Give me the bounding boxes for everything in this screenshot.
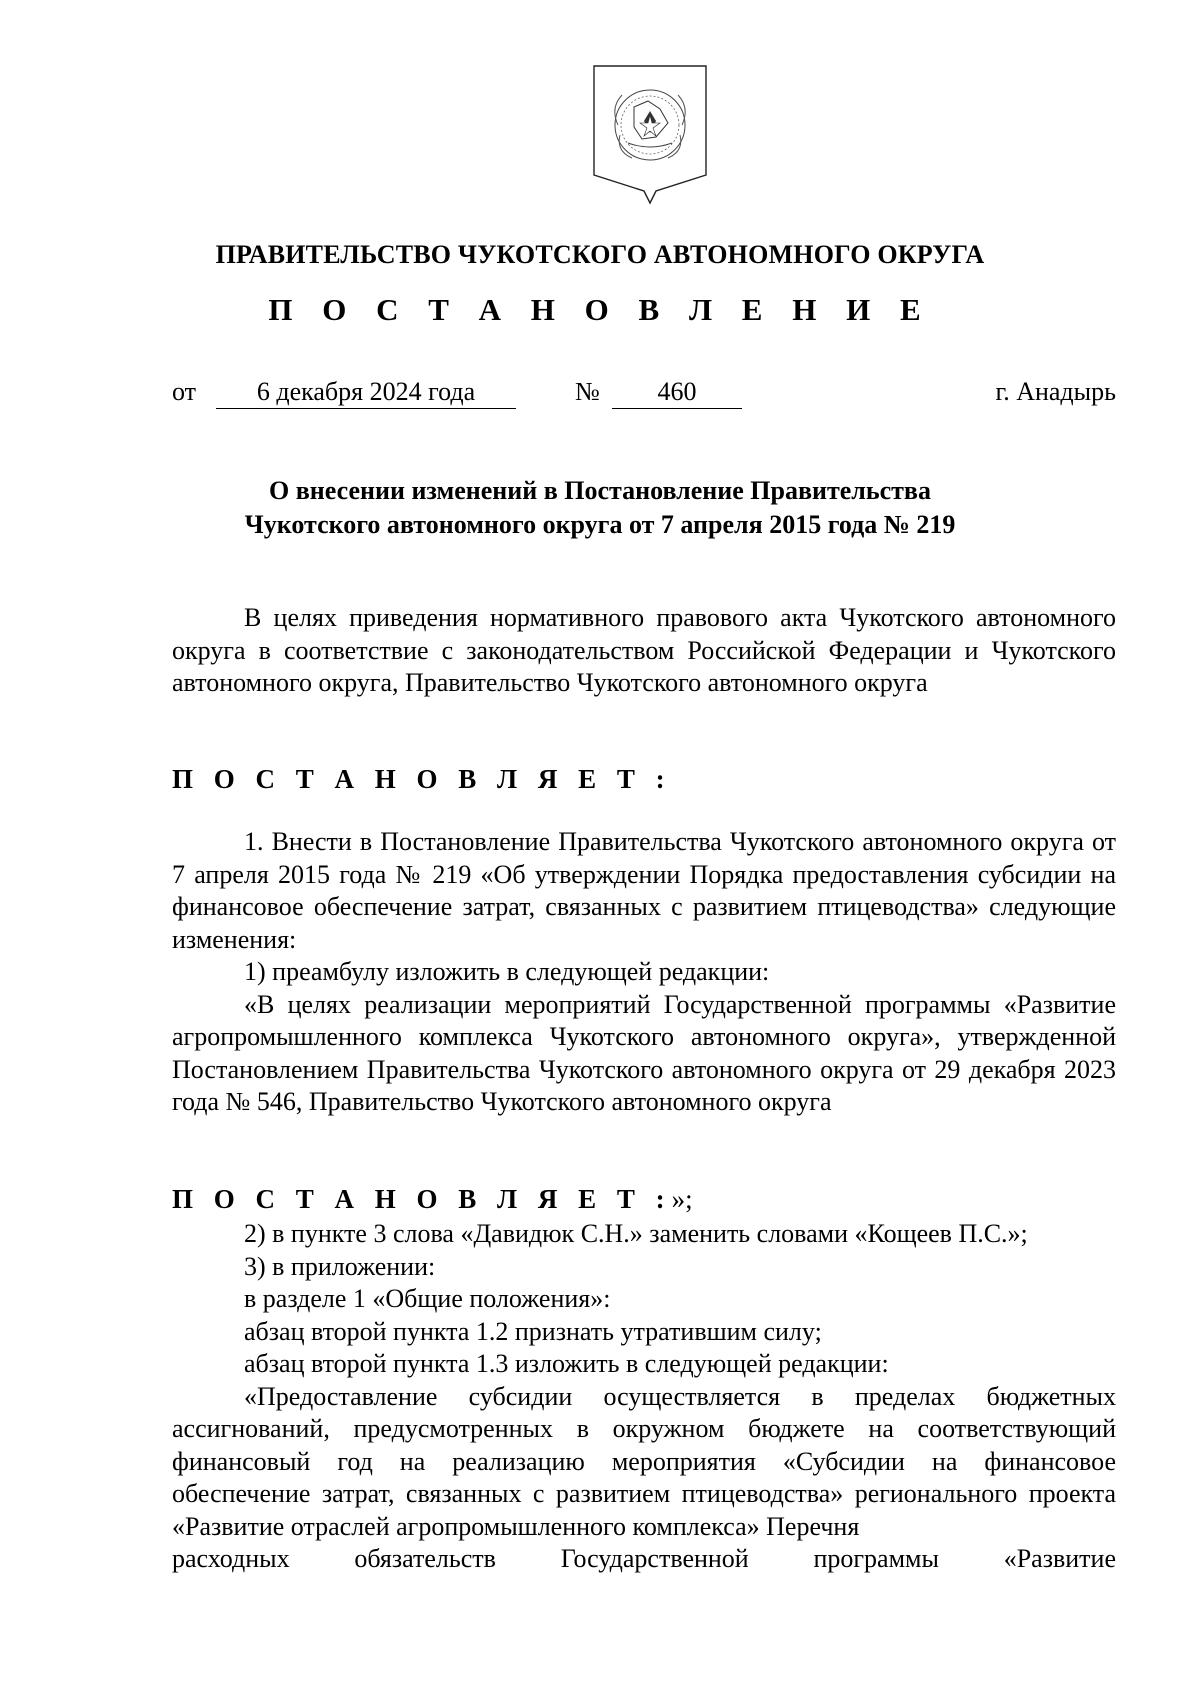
title-line-1: О внесении изменений в Постановление Правительства bbox=[269, 476, 931, 505]
document-date: 6 декабря 2024 года bbox=[216, 377, 516, 409]
item-1-1-quote: «В целях реализации мероприятий Государственной программы «Развитие агропромышленного комплекса Чукотского автономного округа», утвержденной Постановлением Правительства Чукотского автономного округа от 29 декабря 2023 года № 546, Правительство Чукотского автономного округа bbox=[172, 989, 1116, 1116]
date-prefix: от bbox=[172, 377, 197, 406]
item-3-quote: «Предоставление субсидии осуществляется в пределах бюджетных ассигнований, предусмотренных в окружном бюджете на соответствующий финансовый год на реализацию мероприятия «Субсидии на финансовое обеспечение затрат, связанных с развитием птицеводства» регионального проекта «Развитие отраслей агропромышленного комплекса» Перечня bbox=[172, 1381, 1116, 1541]
quote-close: »; bbox=[671, 1184, 693, 1214]
item-1-1-paragraph: 1) преамбулу изложить в следующей редакции: bbox=[244, 957, 770, 986]
item-1-paragraph: 1. Внести в Постановление Правительства Чукотского автономного округа от 7 апреля 2015 года № 219 «Об утверждении Порядка предоставления субсидии на финансовое обеспечение затрат, связанных с развитием птицеводства» следующие изменения: bbox=[172, 827, 1116, 954]
number-sign: № bbox=[575, 377, 600, 406]
item-3-point-1-3: абзац второй пункта 1.3 изложить в следующей редакции: bbox=[244, 1349, 889, 1378]
item-3-paragraph: 3) в приложении: bbox=[244, 1251, 436, 1281]
item-3-point-1-2: абзац второй пункта 1.2 признать утратившим силу; bbox=[244, 1316, 822, 1346]
title-line-2: Чукотского автономного округа от 7 апреля 2015 года № 219 bbox=[244, 510, 956, 539]
preamble-section bbox=[172, 602, 1116, 700]
item-3-quote-continued: расходных обязательств Государственной программы «Развитие bbox=[172, 1544, 1116, 1573]
quoted-resolves-word: П О С Т А Н О В Л Я Е Т : bbox=[172, 1184, 672, 1214]
resolves-heading: П О С Т А Н О В Л Я Е Т : bbox=[172, 764, 672, 794]
item-2-paragraph: 2) в пункте 3 слова «Давидюк С.Н.» заменить словами «Кощеев П.С.»; bbox=[244, 1219, 1028, 1248]
organization-name: ПРАВИТЕЛЬСТВО ЧУКОТСКОГО АВТОНОМНОГО ОКРУГА bbox=[215, 240, 985, 269]
date-line bbox=[0, 377, 1200, 417]
item-1-section bbox=[172, 826, 1116, 1119]
document-type: П О С Т А Н О В Л Е Н И Е bbox=[268, 292, 932, 327]
preamble-paragraph: В целях приведения нормативного правового акта Чукотского автономного округа в соответствие с законодательством Российской Федерации и Чукотского автономного округа, Правительство Чукотского автономного округа bbox=[172, 603, 1116, 697]
city: г. Анадырь bbox=[995, 377, 1116, 406]
items-2-3-section bbox=[172, 1218, 1116, 1576]
item-3-section-1: в разделе 1 «Общие положения»: bbox=[244, 1284, 611, 1313]
document-title bbox=[0, 474, 1200, 542]
quoted-resolves-heading bbox=[172, 1184, 693, 1215]
coat-of-arms-emblem bbox=[590, 63, 710, 211]
document-number: 460 bbox=[612, 377, 742, 409]
